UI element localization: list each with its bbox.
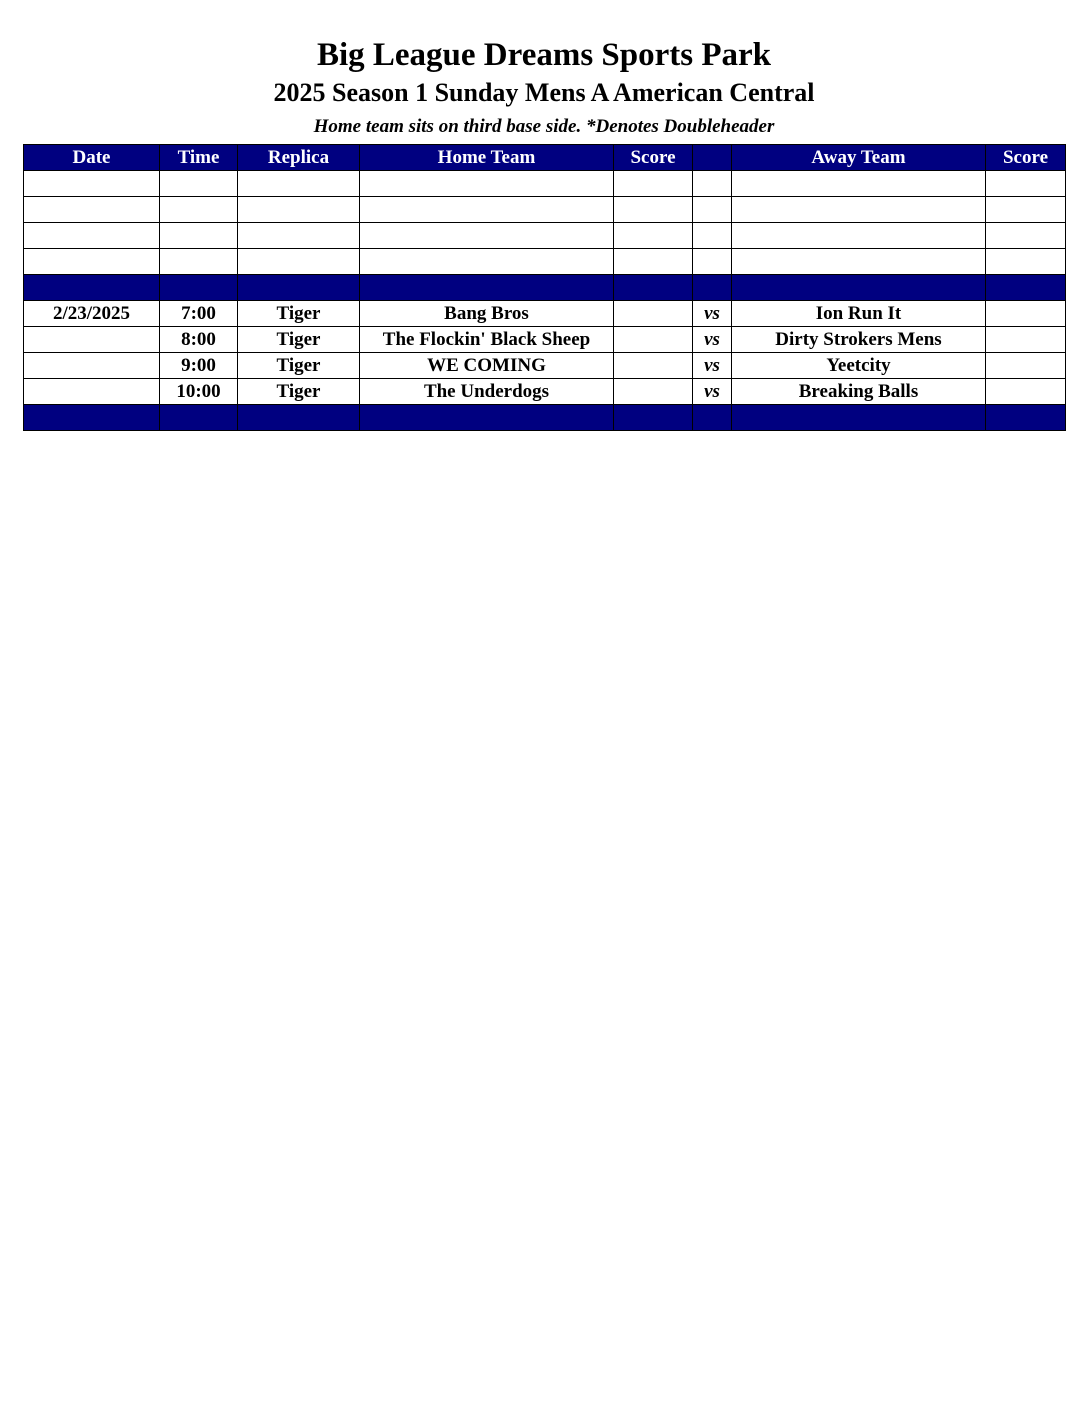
table-cell [238,275,360,301]
table-cell [732,171,986,197]
table-cell [160,171,238,197]
home-score [614,379,693,405]
table-cell [693,249,732,275]
home-score [614,327,693,353]
game-time: 10:00 [160,379,238,405]
table-cell [693,171,732,197]
schedule-table [23,144,1066,431]
column-header-home-score: Score [614,145,693,171]
vs-label: vs [693,353,732,379]
table-cell [693,405,732,431]
home-team: The Underdogs [360,379,614,405]
table-cell [732,223,986,249]
table-cell [732,197,986,223]
table-cell [160,275,238,301]
table-cell [238,171,360,197]
table-cell [24,197,160,223]
away-score [986,327,1066,353]
table-cell [24,249,160,275]
away-team: Dirty Strokers Mens [732,327,986,353]
game-time: 7:00 [160,301,238,327]
column-header-home-team: Home Team [360,145,614,171]
game-date [24,327,160,353]
game-replica: Tiger [238,327,360,353]
away-team: Ion Run It [732,301,986,327]
table-cell [24,405,160,431]
home-team: The Flockin' Black Sheep [360,327,614,353]
table-cell [160,223,238,249]
table-cell [360,405,614,431]
column-header-date: Date [24,145,160,171]
home-score [614,301,693,327]
column-header-time: Time [160,145,238,171]
empty-row [24,171,1066,197]
table-cell [732,405,986,431]
table-cell [614,197,693,223]
table-cell [360,275,614,301]
game-replica: Tiger [238,353,360,379]
table-header-row [24,145,1066,171]
table-cell [360,197,614,223]
table-cell [160,197,238,223]
away-team: Breaking Balls [732,379,986,405]
table-cell [986,171,1066,197]
away-score [986,379,1066,405]
table-cell [238,197,360,223]
table-cell [238,223,360,249]
game-date [24,353,160,379]
vs-label: vs [693,301,732,327]
table-cell [986,197,1066,223]
empty-row [24,223,1066,249]
game-row [24,353,1066,379]
game-date [24,379,160,405]
column-header-vs [693,145,732,171]
home-team: WE COMING [360,353,614,379]
table-cell [360,223,614,249]
table-cell [693,275,732,301]
page-title: Big League Dreams Sports Park [316,37,772,73]
home-team: Bang Bros [360,301,614,327]
column-header-away-team: Away Team [732,145,986,171]
game-row [24,301,1066,327]
vs-label: vs [693,327,732,353]
table-cell [986,275,1066,301]
table-cell [614,275,693,301]
game-replica: Tiger [238,379,360,405]
table-cell [360,171,614,197]
separator-bar-row [24,275,1066,301]
column-header-away-score: Score [986,145,1066,171]
table-cell [238,249,360,275]
away-score [986,353,1066,379]
table-cell [360,249,614,275]
table-cell [24,275,160,301]
doubleheader-note: Home team sits on third base side. *Denotes Doubleheader [313,116,775,137]
game-row [24,327,1066,353]
table-cell [614,249,693,275]
home-score [614,353,693,379]
game-time: 9:00 [160,353,238,379]
table-cell [986,249,1066,275]
game-replica: Tiger [238,301,360,327]
table-cell [24,223,160,249]
table-cell [693,197,732,223]
table-cell [986,405,1066,431]
table-cell [614,171,693,197]
game-time: 8:00 [160,327,238,353]
table-cell [160,249,238,275]
table-cell [732,249,986,275]
table-cell [986,223,1066,249]
away-score [986,301,1066,327]
separator-bar-row [24,405,1066,431]
empty-row [24,249,1066,275]
table-cell [160,405,238,431]
empty-row [24,197,1066,223]
column-header-replica: Replica [238,145,360,171]
away-team: Yeetcity [732,353,986,379]
game-row [24,379,1066,405]
table-cell [693,223,732,249]
table-cell [732,275,986,301]
vs-label: vs [693,379,732,405]
table-cell [614,405,693,431]
table-cell [24,171,160,197]
table-cell [238,405,360,431]
table-cell [614,223,693,249]
game-date: 2/23/2025 [24,301,160,327]
league-subtitle: 2025 Season 1 Sunday Mens A American Central [273,78,815,107]
